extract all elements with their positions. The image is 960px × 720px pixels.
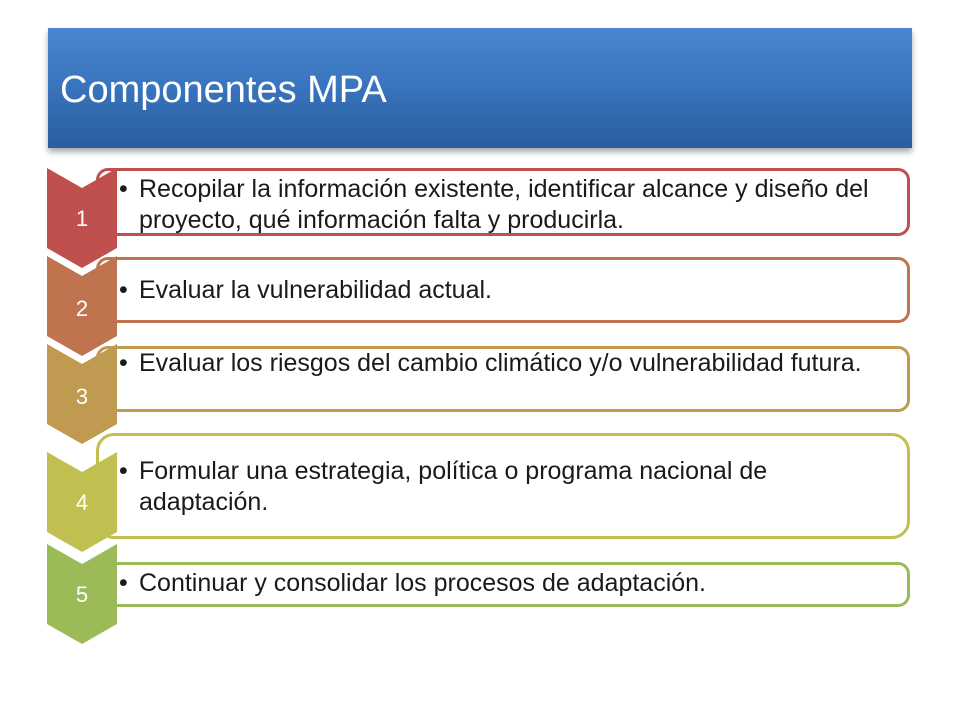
step-box-4 <box>96 433 910 539</box>
step-number-3: 3 <box>75 384 89 409</box>
step-text-4: • Formular una estrategia, política o programa nacional de adaptación. <box>119 457 768 516</box>
step-box-2 <box>96 257 910 323</box>
step-box-3 <box>96 346 910 412</box>
step-chevron-1 <box>47 168 117 268</box>
step-box-1 <box>96 168 910 236</box>
step-number-4: 4 <box>75 490 89 515</box>
step-text-2: • Evaluar la vulnerabilidad actual. <box>119 276 492 304</box>
step-number-2: 2 <box>75 296 89 321</box>
step-chevron-4 <box>47 452 117 552</box>
step-chevron-2 <box>47 256 117 356</box>
step-chevron-3 <box>47 344 117 444</box>
step-number-1: 1 <box>75 206 89 231</box>
slide-title: Componentes MPA <box>60 69 387 111</box>
step-chevron-5 <box>47 544 117 644</box>
step-box-5 <box>96 562 910 607</box>
step-text-1: • Recopilar la información existente, identificar alcance y diseño del proyecto, qué información falta y producirla. <box>119 175 869 234</box>
step-text-5: • Continuar y consolidar los procesos de adaptación. <box>119 569 707 597</box>
step-number-5: 5 <box>75 582 89 607</box>
step-text-3: • Evaluar los riesgos del cambio climático y/o vulnerabilidad futura. <box>119 349 862 377</box>
